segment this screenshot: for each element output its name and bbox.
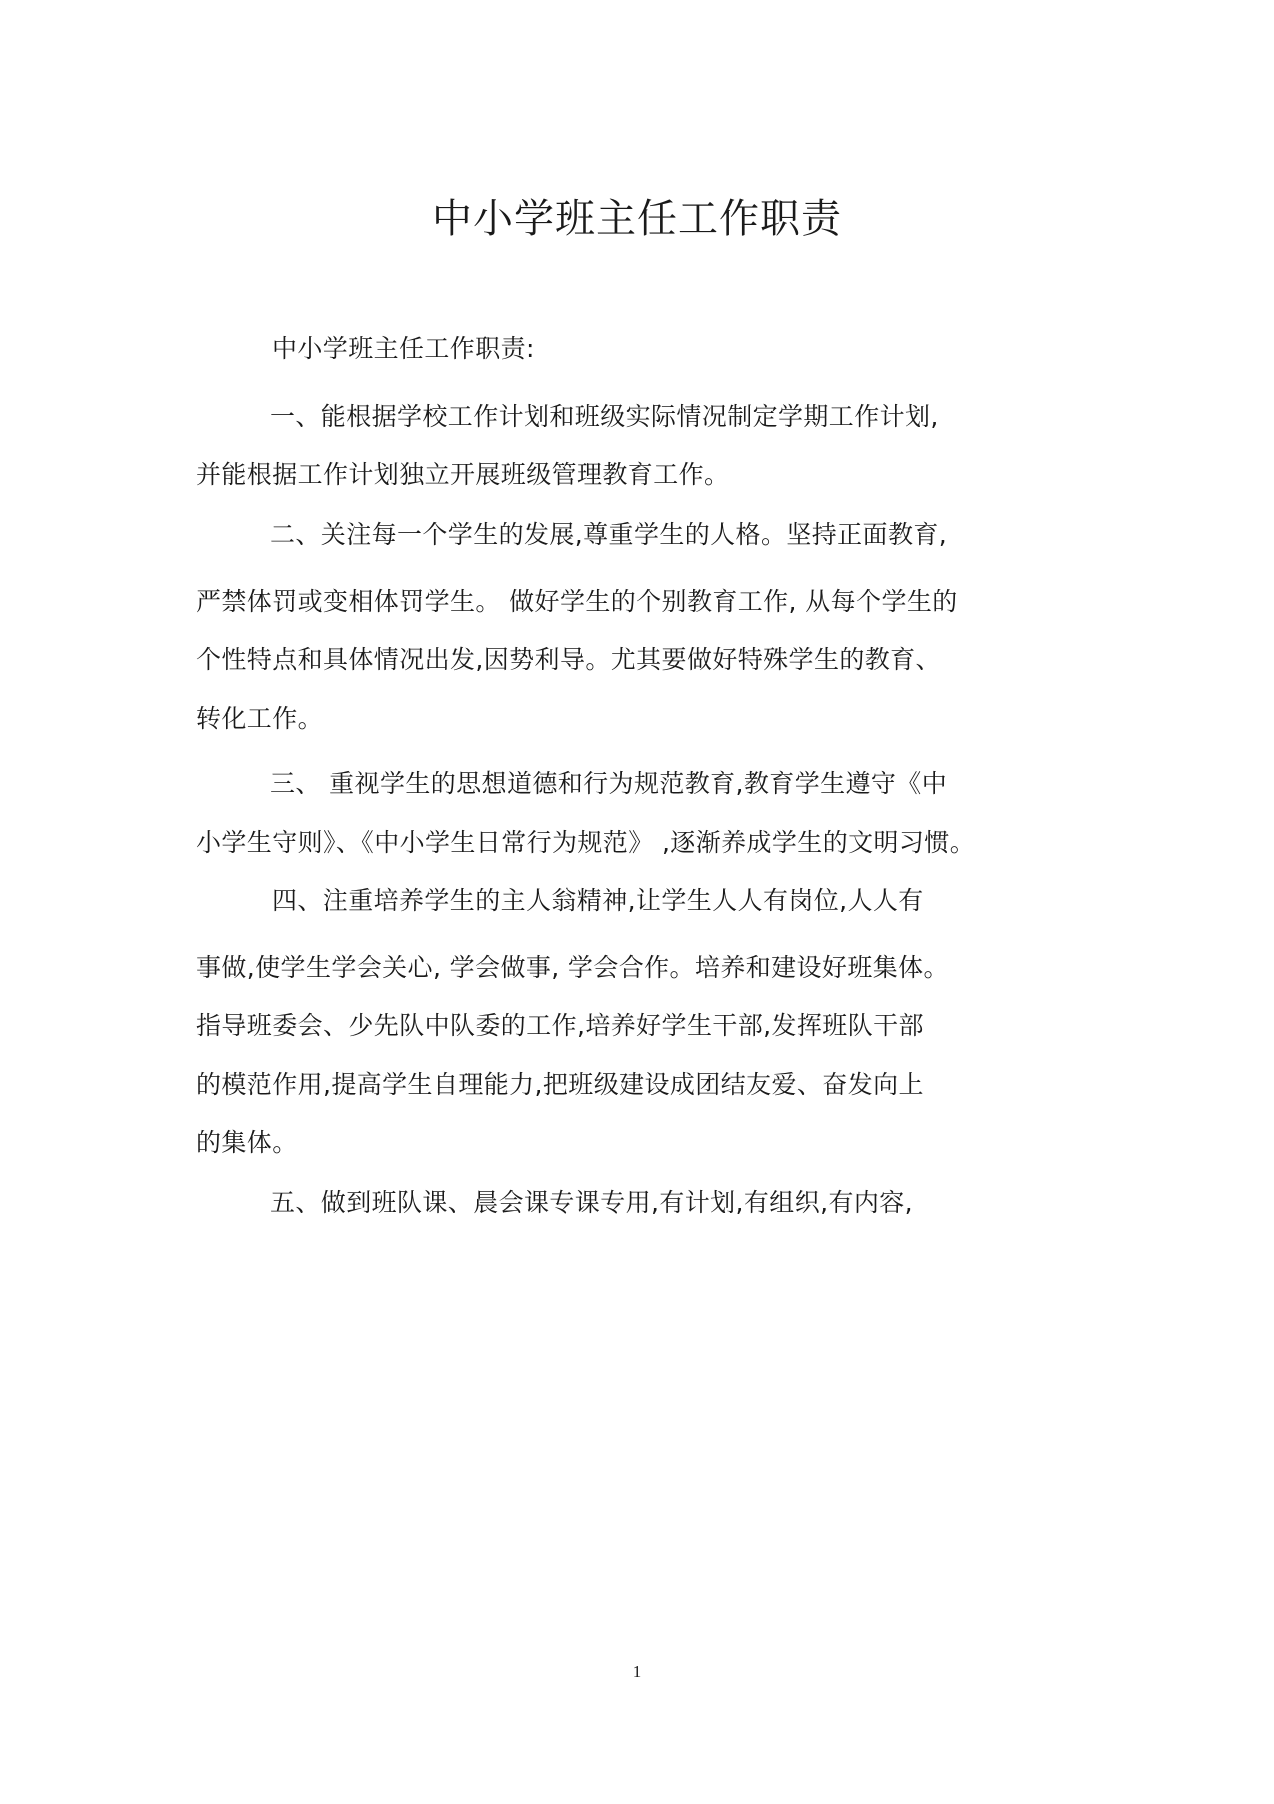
paragraph-1-line-1: 一、能根据学校工作计划和班级实际情况制定学期工作计划, — [270, 402, 939, 431]
paragraph-2-line-3: 个性特点和具体情况出发,因势利导。尤其要做好特殊学生的教育、 — [196, 645, 941, 674]
page-number: 1 — [632, 1662, 642, 1681]
paragraph-4-line-4: 的模范作用,提高学生自理能力,把班级建设成团结友爱、奋发向上 — [196, 1070, 924, 1099]
paragraph-4-line-5: 的集体。 — [196, 1128, 298, 1157]
paragraph-4-line-1: 四、注重培养学生的主人翁精神,让学生人人有岗位,人人有 — [272, 886, 924, 915]
paragraph-heading: 中小学班主任工作职责: — [272, 334, 535, 363]
paragraph-2-line-2: 严禁体罚或变相体罚学生。 做好学生的个别教育工作, 从每个学生的 — [196, 587, 958, 616]
paragraph-1-line-2: 并能根据工作计划独立开展班级管理教育工作。 — [196, 460, 730, 489]
paragraph-3-line-2: 小学生守则》、《中小学生日常行为规范》 ,逐渐养成学生的文明习惯。 — [196, 828, 976, 857]
paragraph-4-line-3: 指导班委会、少先队中队委的工作,培养好学生干部,发挥班队干部 — [196, 1011, 924, 1040]
paragraph-5-line-1: 五、做到班队课、晨会课专课专用,有计划,有组织,有内容, — [270, 1188, 913, 1217]
paragraph-3-line-1: 三、 重视学生的思想道德和行为规范教育,教育学生遵守《中 — [270, 769, 948, 798]
document-title: 中小学班主任工作职责 — [432, 196, 842, 242]
paragraph-2-line-1: 二、关注每一个学生的发展,尊重学生的人格。坚持正面教育, — [270, 520, 948, 549]
paragraph-2-line-4: 转化工作。 — [196, 704, 324, 733]
paragraph-4-line-2: 事做,使学生学会关心, 学会做事, 学会合作。培养和建设好班集体。 — [196, 953, 949, 982]
